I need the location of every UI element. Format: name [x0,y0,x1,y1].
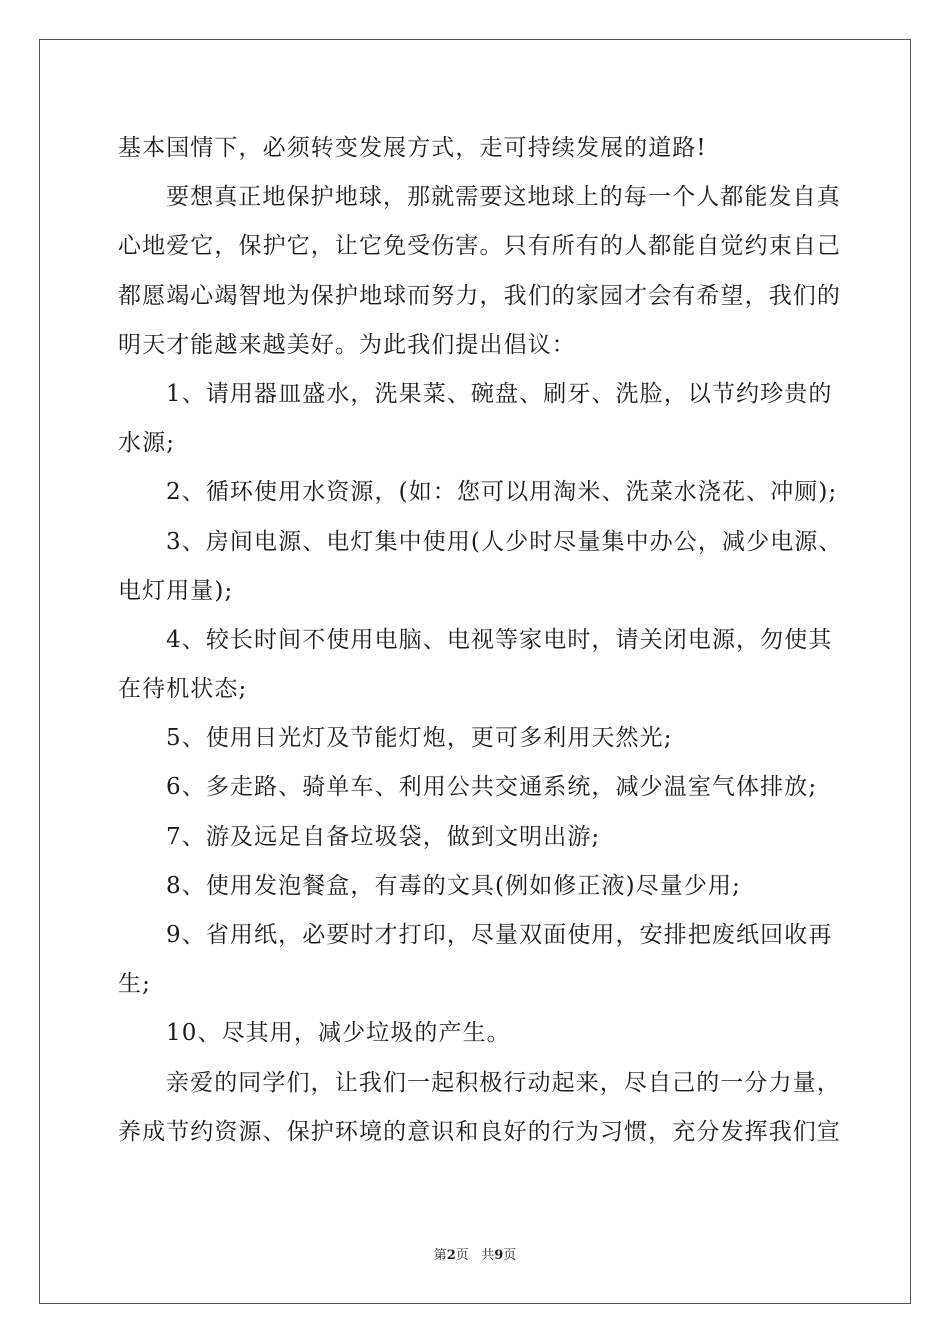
text-line: 5、使用日光灯及节能灯炮，更可多利用天然光; [166,725,673,752]
text-line: 亲爱的同学们，让我们一起积极行动起来，尽自己的一分力量， [166,1069,841,1096]
text-line: 4、较长时间不使用电脑、电视等家电时，请关闭电源，勿使其 [166,626,833,653]
text-line: 电灯用量); [118,577,234,604]
text-line: 养成节约资源、保护环境的意识和良好的行为习惯，充分发挥我们宣 [118,1118,841,1145]
text-line: 10、尽其用，减少垃圾的产生。 [166,1020,511,1047]
text-line: 心地爱它，保护它，让它免受伤害。只有所有的人都能自觉约束自己 [118,233,841,260]
text-line: 基本国情下，必须转变发展方式，走可持续发展的道路! [118,135,707,161]
document-body [118,128,843,1161]
text-line: 2、循环使用水资源，(如：您可以用淘米、洗菜水浇花、冲厕); [166,479,838,506]
footer-page-suffix: 页 [455,1248,469,1263]
text-line: 要想真正地保护地球，那就需要这地球上的每一个人都能发自真 [166,184,841,211]
footer-total-pages: 9 [494,1248,504,1263]
text-line: 在待机状态; [118,676,248,703]
text-line: 水源; [118,430,176,457]
footer-gap [469,1248,481,1263]
footer-page-prefix: 第 [433,1248,447,1263]
footer-page-number: 2 [446,1248,456,1263]
text-line: 生; [118,971,151,998]
text-line: 明天才能越来越美好。为此我们提出倡议： [118,331,576,358]
text-line: 9、省用纸，必要时才打印，尽量双面使用，安排把废纸回收再 [166,922,833,948]
footer-total-suffix: 页 [503,1248,517,1263]
text-line: 6、多走路、骑单车、利用公共交通系统，减少温室气体排放; [166,774,818,801]
text-line: 7、游及远足自备垃圾袋，做到文明出游; [166,823,601,850]
page-footer [0,1248,950,1264]
text-line: 都愿竭心竭智地为保护地球而努力，我们的家园才会有希望，我们的 [118,282,841,309]
text-line: 1、请用器皿盛水，洗果菜、碗盘、刷牙、洗脸，以节约珍贵的 [166,380,833,407]
footer-total-prefix: 共 [481,1248,495,1263]
text-line: 3、房间电源、电灯集中使用(人少时尽量集中办公，减少电源、 [166,528,843,555]
text-line: 8、使用发泡餐盒，有毒的文具(例如修正液)尽量少用; [166,872,741,899]
